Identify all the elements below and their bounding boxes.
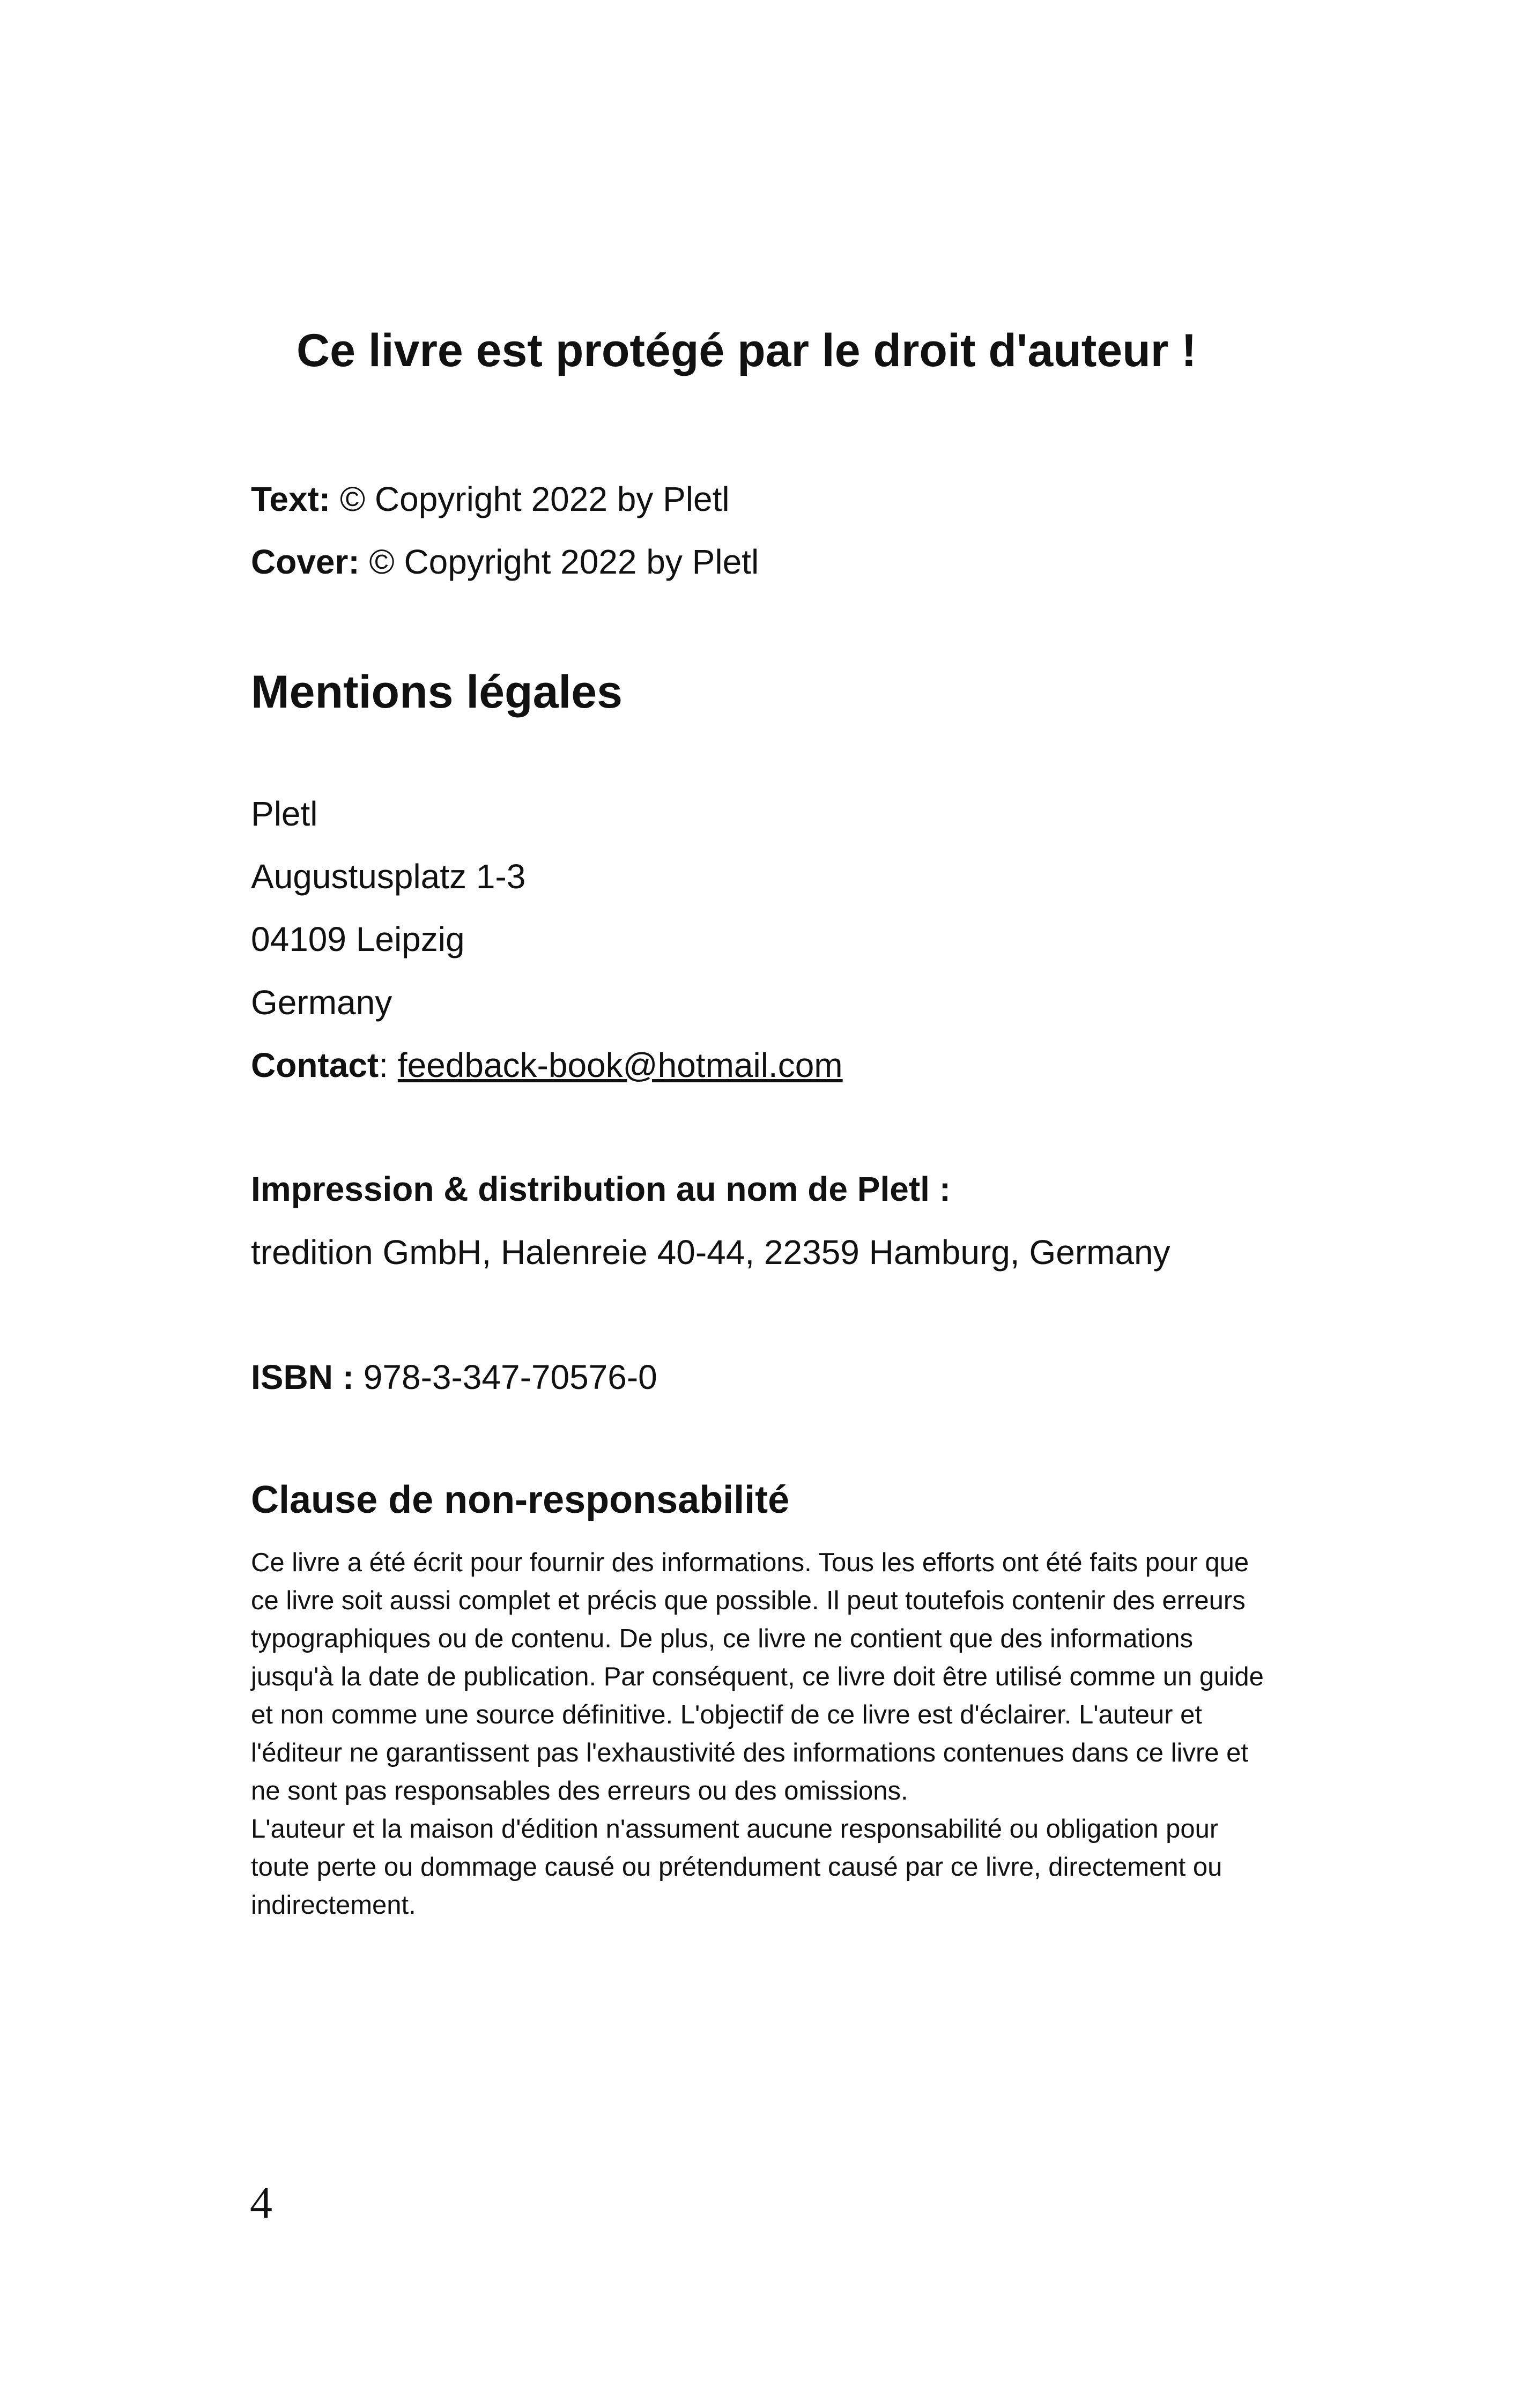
publisher-city: 04109 Leipzig <box>251 920 465 958</box>
printing-label-text: Impression & distribution au nom de Pletl : <box>251 1170 951 1208</box>
publisher-country: Germany <box>251 983 392 1022</box>
text-copyright-value: © Copyright 2022 by Pletl <box>339 480 730 518</box>
page-number: 4 <box>250 2178 272 2228</box>
disclaimer-heading: Clause de non-responsabilité <box>251 1478 790 1521</box>
legal-notice-heading: Mentions légales <box>251 666 623 718</box>
cover-copyright-line <box>251 541 759 583</box>
text-copyright-line <box>251 479 730 520</box>
isbn-value: 978-3-347-70576-0 <box>363 1358 657 1396</box>
publisher-street: Augustusplatz 1-3 <box>251 857 526 896</box>
copyright-title: Ce livre est protégé par le droit d'auteur ! <box>297 325 1197 376</box>
contact-separator: : <box>379 1046 388 1084</box>
isbn-line <box>251 1357 657 1398</box>
contact-email-link[interactable]: feedback-book@hotmail.com <box>397 1046 843 1084</box>
publisher-name: Pletl <box>251 794 318 833</box>
printing-label <box>251 1169 951 1210</box>
cover-copyright-label: Cover: <box>251 542 360 581</box>
disclaimer-paragraph-2: L'auteur et la maison d'édition n'assument aucune responsabilité ou obligation pour toute perte ou dommage causé ou prétendument causé par ce livre, directement ou indirectement. <box>251 1815 1222 1920</box>
text-copyright-label: Text: <box>251 480 331 518</box>
isbn-label: ISBN : <box>251 1358 354 1396</box>
disclaimer-paragraph-1: Ce livre a été écrit pour fournir des informations. Tous les efforts ont été faits pour que ce livre soit aussi complet et précis que possible. Il peut toutefois contenir des erreurs typographiques ou de contenu. De plus, ce livre ne contient que des informations jusqu'à la date de publication. Par conséquent, ce livre doit être utilisé comme un guide et non comme une source définitive. L'objectif de ce livre est d'éclairer. L'auteur et l'éditeur ne garantissent pas l'exhaustivité des informations contenues dans ce livre et ne sont pas responsables des erreurs ou des omissions. <box>251 1548 1264 1805</box>
printing-address: tredition GmbH, Halenreie 40-44, 22359 Hamburg, Germany <box>251 1233 1170 1272</box>
cover-copyright-value: © Copyright 2022 by Pletl <box>369 542 759 581</box>
contact-label: Contact <box>251 1046 379 1084</box>
disclaimer-body <box>251 1544 1270 1924</box>
contact-line <box>251 1045 843 1086</box>
